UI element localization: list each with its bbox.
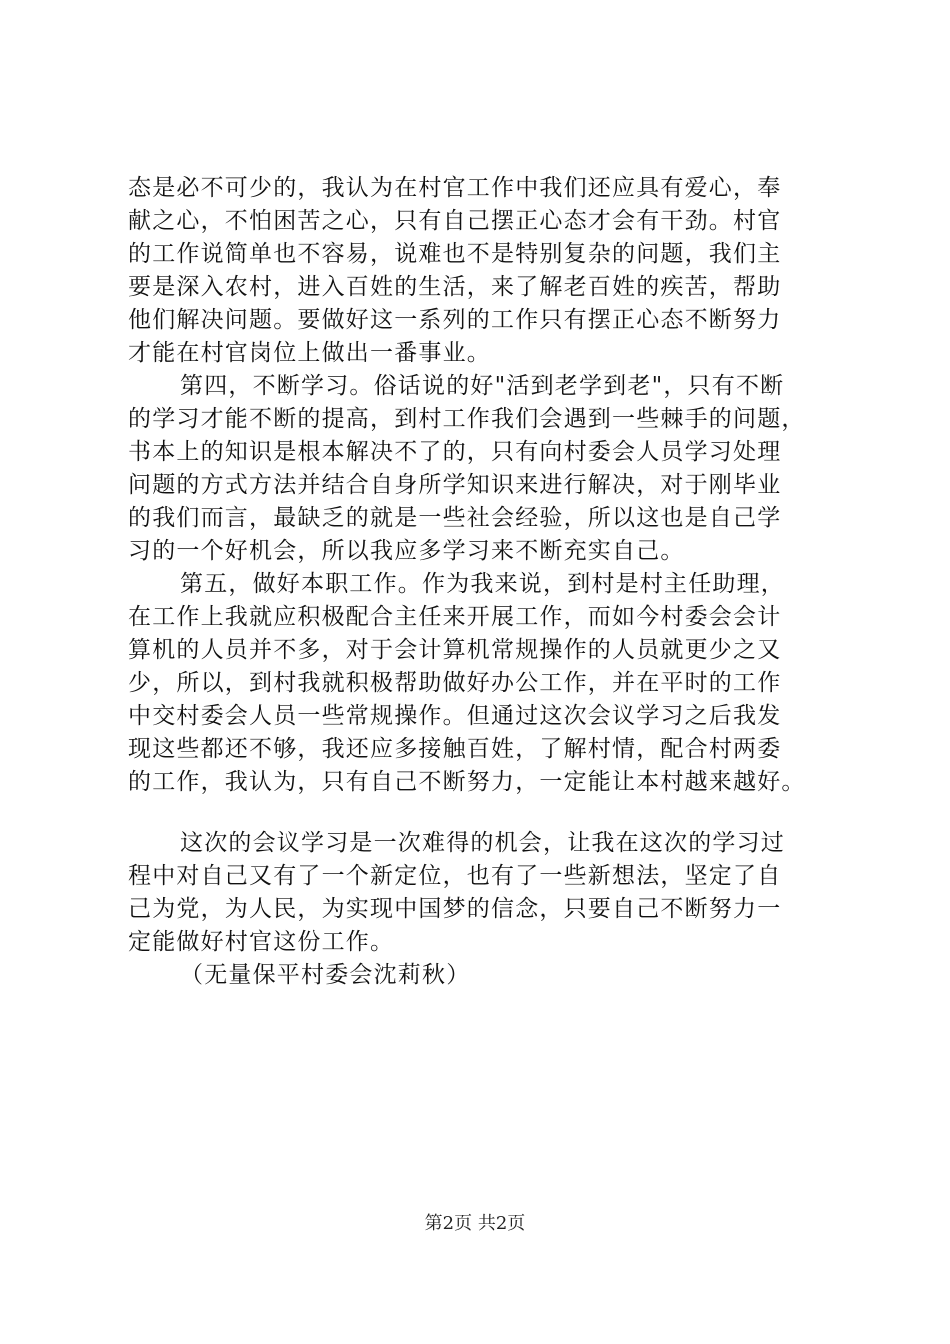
text-line: 问题的方式方法并结合自身所学知识来进行解决，对于刚毕业 bbox=[128, 472, 782, 498]
signature-line: （无量保平村委会沈莉秋） bbox=[180, 962, 471, 988]
text-line: 己为党，为人民，为实现中国梦的信念，只要自己不断努力一 bbox=[128, 896, 782, 922]
document-body bbox=[128, 172, 868, 992]
paragraph-start-line: 第四，不断学习。俗话说的好"活到老学到老"，只有不断 bbox=[180, 373, 785, 399]
paragraph-gap bbox=[128, 799, 868, 827]
text-line: 的工作，我认为，只有自己不断努力，一定能让本村越来越好。 bbox=[128, 769, 806, 795]
paragraph-start-line: 第五，做好本职工作。作为我来说，到村是村主任助理， bbox=[180, 571, 785, 597]
text-line: 的我们而言，最缺乏的就是一些社会经验，所以这也是自己学 bbox=[128, 505, 782, 531]
text-line: 少，所以，到村我就积极帮助做好办公工作，并在平时的工作 bbox=[128, 670, 782, 696]
paragraph-start-line: 这次的会议学习是一次难得的机会，让我在这次的学习过 bbox=[180, 830, 785, 856]
text-line: 的工作说简单也不容易，说难也不是特别复杂的问题，我们主 bbox=[128, 241, 782, 267]
text-line: 习的一个好机会，所以我应多学习来不断充实自己。 bbox=[128, 538, 685, 564]
text-line: 现这些都还不够，我还应多接触百姓，了解村情，配合村两委 bbox=[128, 736, 782, 762]
page-number-label: 第2页 共2页 bbox=[424, 1213, 526, 1234]
text-line: 程中对自己又有了一个新定位，也有了一些新想法，坚定了自 bbox=[128, 863, 782, 889]
text-line: 态是必不可少的，我认为在村官工作中我们还应具有爱心，奉 bbox=[128, 175, 782, 201]
text-line: 他们解决问题。要做好这一系列的工作只有摆正心态不断努力 bbox=[128, 307, 782, 333]
text-line: 才能在村官岗位上做出一番事业。 bbox=[128, 340, 491, 366]
text-line: 定能做好村官这份工作。 bbox=[128, 929, 395, 955]
text-line: 献之心，不怕困苦之心，只有自己摆正心态才会有干劲。村官 bbox=[128, 208, 782, 234]
text-line: 的学习才能不断的提高，到村工作我们会遇到一些棘手的问题， bbox=[128, 406, 806, 432]
text-line: 在工作上我就应积极配合主任来开展工作，而如今村委会会计 bbox=[128, 604, 782, 630]
text-line: 算机的人员并不多，对于会计算机常规操作的人员就更少之又 bbox=[128, 637, 782, 663]
text-line: 中交村委会人员一些常规操作。但通过这次会议学习之后我发 bbox=[128, 703, 782, 729]
text-line: 书本上的知识是根本解决不了的，只有向村委会人员学习处理 bbox=[128, 439, 782, 465]
text-line: 要是深入农村，进入百姓的生活，来了解老百姓的疾苦，帮助 bbox=[128, 274, 782, 300]
page-footer bbox=[0, 1212, 950, 1236]
